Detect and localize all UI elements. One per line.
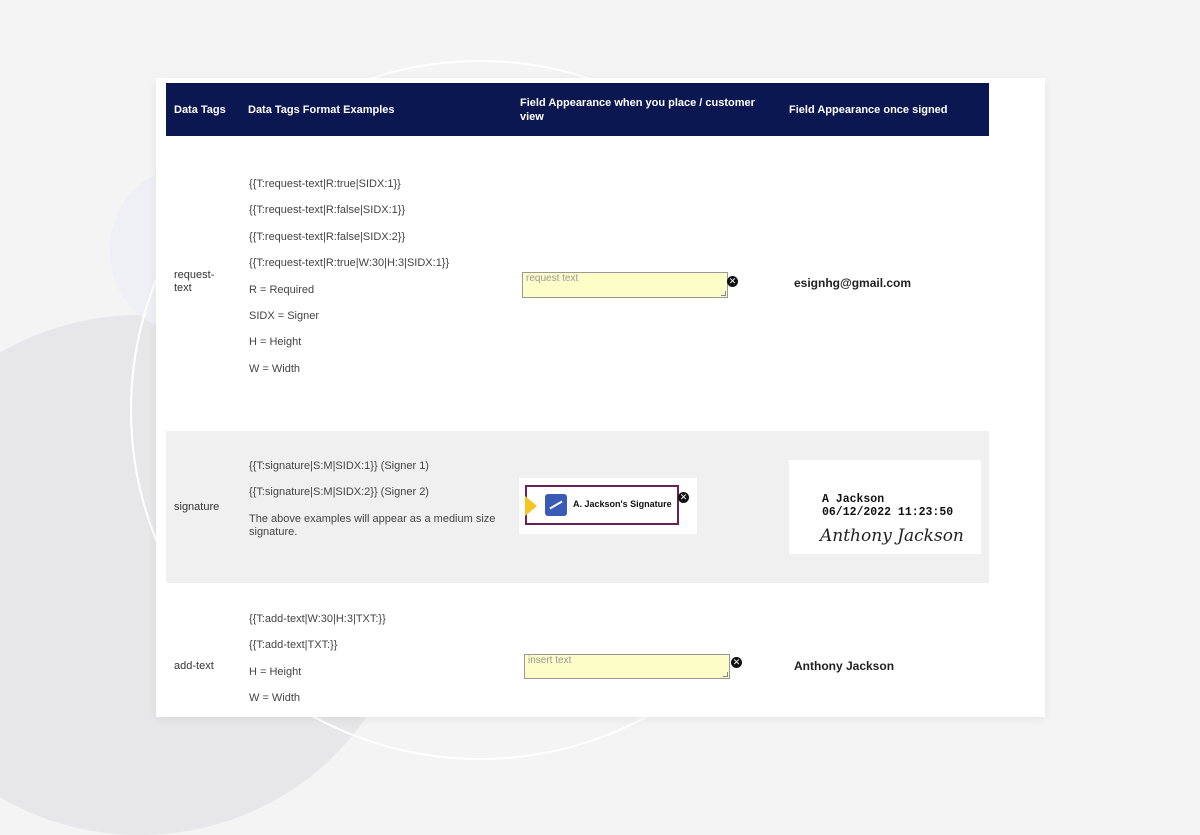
field-placeholder: request text: [526, 273, 579, 284]
signature-field[interactable]: [525, 485, 679, 525]
data-tags-table-card: [156, 78, 1045, 717]
tag-name: add-text: [174, 660, 214, 672]
request-text-field[interactable]: [522, 272, 728, 298]
format-example: R = Required: [249, 284, 315, 296]
format-example: W = Width: [249, 363, 301, 375]
header-field-appearance-place: Field Appearance when you place / customer view: [520, 96, 755, 123]
table-row-add-text: [166, 583, 989, 717]
signed-signature-preview: [789, 460, 981, 554]
resize-grip-icon[interactable]: [721, 291, 726, 296]
close-icon[interactable]: ✕: [679, 492, 688, 502]
header-data-tags: Data Tags: [174, 103, 226, 116]
format-example: {{T:request-text|R:true|SIDX:1}}: [249, 178, 401, 190]
handwritten-signature: [819, 520, 964, 550]
signature-field-label: A. Jackson's Signature: [573, 499, 672, 509]
format-example: SIDX = Signer: [249, 310, 320, 322]
format-example: {{T:request-text|R:false|SIDX:1}}: [249, 204, 406, 216]
header-format-examples: Data Tags Format Examples: [248, 103, 395, 116]
format-example: H = Height: [249, 336, 302, 348]
format-example: W = Width: [249, 692, 301, 704]
format-example: {{T:add-text|TXT:}}: [249, 639, 338, 651]
svg-text:Anthony Jackson: Anthony Jackson: [820, 526, 964, 546]
signature-pen-icon: [545, 494, 567, 516]
signed-value: esignhg@gmail.com: [794, 276, 912, 290]
signature-field-preview: [519, 478, 697, 534]
close-icon[interactable]: ✕: [728, 276, 737, 286]
table-header: [166, 83, 989, 136]
format-example: {{T:add-text|W:30|H:3|TXT:}}: [249, 613, 386, 625]
format-example: {{T:request-text|R:true|W:30|H:3|SIDX:1}}: [249, 257, 450, 269]
signed-datetime: 06/12/2022 11:23:50: [822, 506, 954, 519]
format-example: {{T:request-text|R:false|SIDX:2}}: [249, 231, 406, 243]
format-example: H = Height: [249, 666, 302, 678]
table-row-request-text: [166, 136, 989, 431]
format-example: {{T:signature|S:M|SIDX:2}} (Signer 2): [249, 486, 429, 498]
format-example: {{T:signature|S:M|SIDX:1}} (Signer 1): [249, 460, 429, 472]
tag-name: signature: [174, 501, 220, 513]
add-text-field[interactable]: [524, 654, 730, 679]
format-example: The above examples will appear as a medium size signature.: [249, 513, 496, 538]
header-field-appearance-signed: Field Appearance once signed: [789, 103, 948, 116]
signed-name: A Jackson: [822, 493, 885, 506]
table-row-signature: [166, 431, 989, 583]
resize-grip-icon[interactable]: [723, 672, 728, 677]
close-icon[interactable]: ✕: [732, 657, 741, 667]
signed-value: Anthony Jackson: [794, 659, 895, 673]
arrow-icon: [525, 496, 537, 516]
field-placeholder: insert text: [528, 655, 572, 666]
tag-name: request-text: [174, 269, 215, 294]
